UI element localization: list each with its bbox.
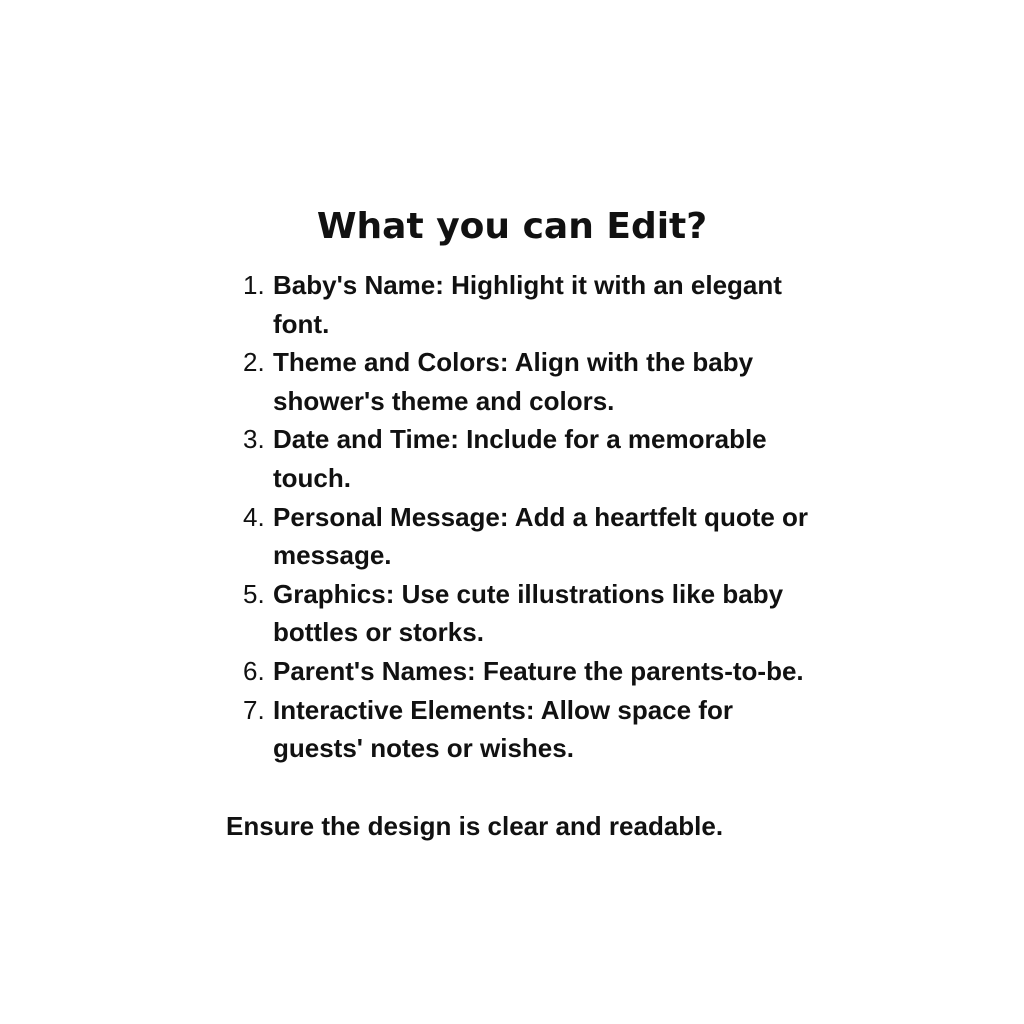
list-item: [243, 420, 843, 497]
list-item: [243, 266, 843, 343]
page-title: What you can Edit?: [316, 206, 708, 247]
list-item-text: Date and Time: Include for a memorable touch.: [273, 424, 767, 493]
list-item-number: 1.: [243, 270, 265, 300]
list-item: [243, 691, 843, 768]
list-item-number: 6.: [243, 655, 265, 686]
list-item: [243, 652, 843, 691]
list-item-text: Baby's Name: Highlight it with an elegant font.: [273, 270, 782, 339]
footer-note: Ensure the design is clear and readable.: [226, 811, 724, 841]
list-item-text: Graphics: Use cute illustrations like baby bottles or storks.: [273, 578, 784, 648]
list-item: [243, 575, 843, 652]
list-item-number: 3.: [243, 424, 265, 455]
list-item-text: Parent's Names: Feature the parents-to-be.: [273, 655, 804, 686]
list-item-number: 5.: [243, 578, 265, 609]
edit-options-list: [243, 266, 843, 768]
list-item-number: 2.: [243, 347, 265, 378]
list-item: [243, 343, 843, 420]
list-item-text: Theme and Colors: Align with the baby shower's theme and colors.: [273, 347, 754, 416]
list-item-number: 4.: [243, 501, 265, 532]
list-item-number: 7.: [243, 694, 265, 725]
list-item-text: Personal Message: Add a heartfelt quote or message.: [273, 501, 809, 571]
list-item-text: Interactive Elements: Allow space for guests' notes or wishes.: [273, 694, 733, 764]
list-item: [243, 498, 843, 575]
